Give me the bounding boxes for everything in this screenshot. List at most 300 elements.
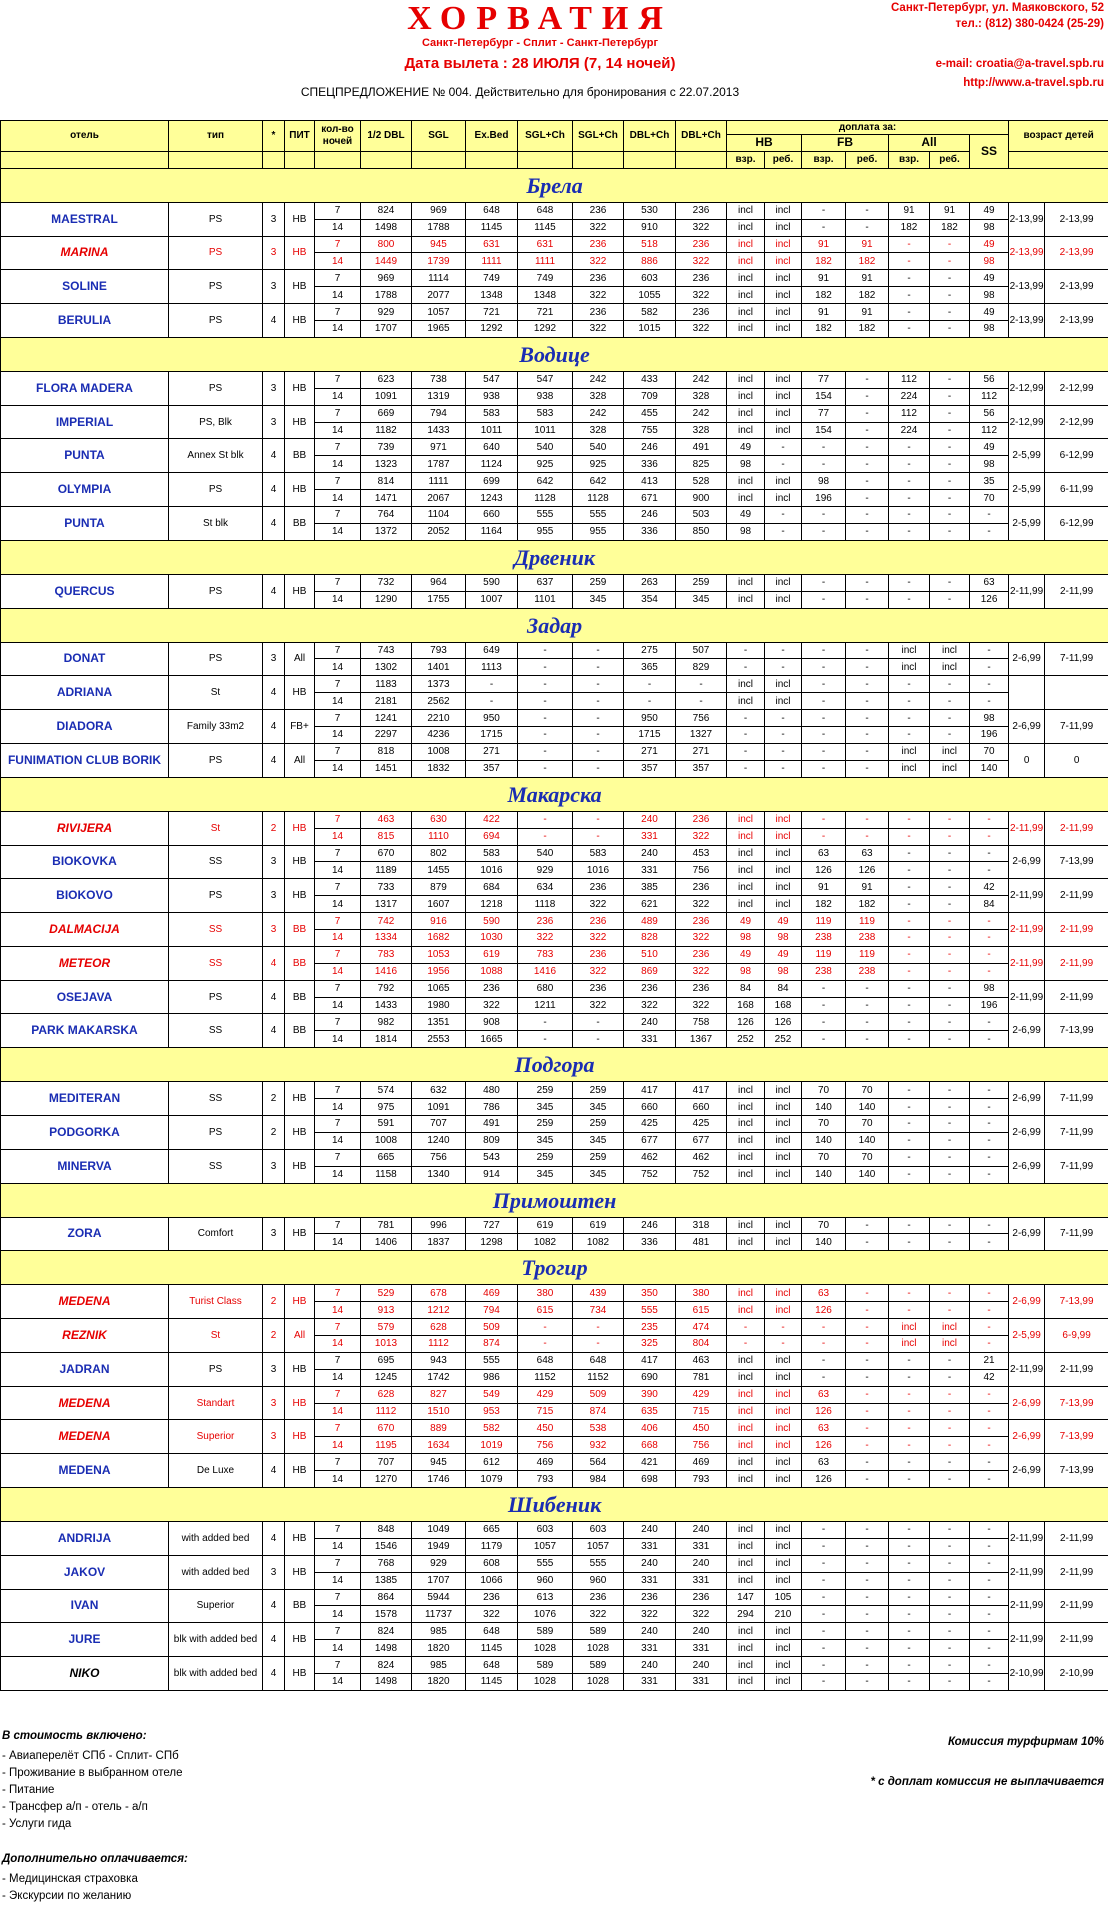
- hb-adult: 84: [727, 980, 765, 997]
- price-dblch2: 758: [676, 1014, 727, 1031]
- price-sglch2: 322: [573, 929, 624, 946]
- ss: -: [970, 1234, 1009, 1251]
- table-row: [1, 202, 1108, 219]
- fb-child: 119: [846, 913, 889, 930]
- fb-adult: -: [802, 743, 846, 760]
- price-dbl: 623: [361, 371, 412, 388]
- age-to: 2-13,99: [1045, 270, 1108, 304]
- price-dblch1: 357: [624, 760, 676, 777]
- age-to: 7-11,99: [1045, 1149, 1108, 1183]
- meal-plan: BB: [285, 980, 315, 1014]
- price-dbl: 1158: [361, 1166, 412, 1183]
- room-type: with added bed: [169, 1555, 263, 1589]
- star-rating: 3: [263, 913, 285, 947]
- price-dblch2: 271: [676, 743, 727, 760]
- ss: -: [970, 1606, 1009, 1623]
- price-sgl: 889: [412, 1420, 466, 1437]
- website-link[interactable]: http://www.a-travel.spb.ru: [963, 77, 1104, 89]
- ss: 49: [970, 236, 1009, 253]
- meal-plan: HB: [285, 1522, 315, 1556]
- price-dbl: 1241: [361, 710, 412, 727]
- price-dblch2: 322: [676, 896, 727, 913]
- age-to: 7-13,99: [1045, 1014, 1108, 1048]
- price-dbl: 2181: [361, 693, 412, 710]
- price-sgl: 1455: [412, 862, 466, 879]
- fb-adult: -: [802, 1319, 846, 1336]
- all-child: -: [930, 1115, 970, 1132]
- all-child: -: [930, 236, 970, 253]
- all-adult: -: [889, 879, 930, 896]
- all-child: -: [930, 1623, 970, 1640]
- ss: 49: [970, 202, 1009, 219]
- all-adult: -: [889, 1555, 930, 1572]
- all-child: -: [930, 1352, 970, 1369]
- hb-adult: 147: [727, 1589, 765, 1606]
- fb-adult: -: [802, 811, 846, 828]
- price-sglch1: 1152: [518, 1369, 573, 1386]
- hb-child: incl: [765, 1285, 802, 1302]
- hb-child: incl: [765, 1572, 802, 1589]
- price-dbl: 1788: [361, 287, 412, 304]
- hotel-name: ADRIANA: [1, 676, 169, 710]
- list-item: - Услуги гида: [2, 1816, 182, 1833]
- age-from: 2-11,99: [1009, 980, 1045, 1014]
- hb-child: -: [765, 710, 802, 727]
- fb-adult: 63: [802, 1454, 846, 1471]
- table-row: [1, 507, 1108, 524]
- all-adult: -: [889, 574, 930, 591]
- table-row: [1, 1555, 1108, 1572]
- price-dblch1: 236: [624, 1589, 676, 1606]
- age-from: [1009, 676, 1045, 710]
- hb-child: incl: [765, 1115, 802, 1132]
- nights: 7: [315, 642, 361, 659]
- age-from: 2-13,99: [1009, 304, 1045, 338]
- all-child: -: [930, 1403, 970, 1420]
- hb-adult: incl: [727, 1623, 765, 1640]
- star-rating: 4: [263, 1657, 285, 1691]
- nights: 7: [315, 1522, 361, 1539]
- price-sglch2: 322: [573, 287, 624, 304]
- price-dblch2: 450: [676, 1420, 727, 1437]
- all-adult: -: [889, 439, 930, 456]
- col-type: тип: [169, 121, 263, 152]
- fb-adult: 140: [802, 1099, 846, 1116]
- price-sglch1: 637: [518, 574, 573, 591]
- fb-adult: 182: [802, 896, 846, 913]
- all-child: -: [930, 1099, 970, 1116]
- nights: 7: [315, 811, 361, 828]
- room-type: Annex St blk: [169, 439, 263, 473]
- hb-adult: incl: [727, 828, 765, 845]
- meal-plan: HB: [285, 304, 315, 338]
- star-rating: 3: [263, 405, 285, 439]
- hb-adult: incl: [727, 811, 765, 828]
- price-sgl: 971: [412, 439, 466, 456]
- table-row: [1, 1657, 1108, 1674]
- meal-plan: BB: [285, 913, 315, 947]
- fb-adult: 140: [802, 1234, 846, 1251]
- hb-adult: 49: [727, 946, 765, 963]
- ss: -: [970, 1099, 1009, 1116]
- hb-adult: incl: [727, 1082, 765, 1099]
- hb-adult: incl: [727, 405, 765, 422]
- hb-adult: incl: [727, 236, 765, 253]
- price-exbed: 1715: [466, 727, 518, 744]
- all-adult: 112: [889, 405, 930, 422]
- price-sglch2: -: [573, 642, 624, 659]
- nights: 14: [315, 287, 361, 304]
- all-child: -: [930, 913, 970, 930]
- col-dblch-2: DBL+Ch: [676, 121, 727, 152]
- price-dblch2: 463: [676, 1352, 727, 1369]
- price-sgl: 1607: [412, 896, 466, 913]
- list-item: - Питание: [2, 1782, 182, 1799]
- price-sglch1: 925: [518, 456, 573, 473]
- table-row: [1, 1319, 1108, 1336]
- hotel-name: ANDRIJA: [1, 1522, 169, 1556]
- price-sgl: 985: [412, 1657, 466, 1674]
- hb-child: -: [765, 659, 802, 676]
- age-to: 7-13,99: [1045, 845, 1108, 879]
- price-dblch1: 425: [624, 1115, 676, 1132]
- fb-adult: -: [802, 591, 846, 608]
- price-dblch1: 690: [624, 1369, 676, 1386]
- price-dbl: 1334: [361, 929, 412, 946]
- all-child: -: [930, 1555, 970, 1572]
- price-dblch1: 752: [624, 1166, 676, 1183]
- all-adult: -: [889, 253, 930, 270]
- price-dbl: 1189: [361, 862, 412, 879]
- room-type: SS: [169, 1014, 263, 1048]
- price-dblch2: 804: [676, 1335, 727, 1352]
- all-adult: -: [889, 1369, 930, 1386]
- meal-plan: HB: [285, 1555, 315, 1589]
- hb-adult: incl: [727, 1454, 765, 1471]
- price-dbl: 695: [361, 1352, 412, 1369]
- fb-adult: -: [802, 1657, 846, 1674]
- nights: 14: [315, 321, 361, 338]
- price-exbed: 1111: [466, 253, 518, 270]
- all-child: -: [930, 676, 970, 693]
- meal-plan: HB: [285, 405, 315, 439]
- price-dblch2: 1367: [676, 1031, 727, 1048]
- fb-child: -: [846, 1352, 889, 1369]
- fb-child: 238: [846, 963, 889, 980]
- price-sgl: 793: [412, 642, 466, 659]
- price-exbed: 583: [466, 845, 518, 862]
- all-adult: incl: [889, 1319, 930, 1336]
- price-dblch2: 322: [676, 1606, 727, 1623]
- age-from: 2-6,99: [1009, 1082, 1045, 1116]
- price-dblch1: 240: [624, 1657, 676, 1674]
- fb-adult: -: [802, 523, 846, 540]
- price-sglch1: -: [518, 676, 573, 693]
- price-dblch2: 236: [676, 270, 727, 287]
- price-dbl: 982: [361, 1014, 412, 1031]
- age-from: 2-6,99: [1009, 1014, 1045, 1048]
- hotel-name: PODGORKA: [1, 1115, 169, 1149]
- hb-child: incl: [765, 1166, 802, 1183]
- price-dbl: 1449: [361, 253, 412, 270]
- all-adult: incl: [889, 743, 930, 760]
- nights: 7: [315, 1657, 361, 1674]
- price-exbed: 786: [466, 1099, 518, 1116]
- price-dbl: 591: [361, 1115, 412, 1132]
- price-sglch2: 236: [573, 1589, 624, 1606]
- room-type: SS: [169, 946, 263, 980]
- age-from: 2-11,99: [1009, 946, 1045, 980]
- price-sglch1: 429: [518, 1386, 573, 1403]
- price-dblch1: 668: [624, 1437, 676, 1454]
- room-type: St: [169, 676, 263, 710]
- fb-child: -: [846, 1420, 889, 1437]
- all-child: -: [930, 1132, 970, 1149]
- price-sglch2: 555: [573, 507, 624, 524]
- room-type: SS: [169, 1149, 263, 1183]
- hb-child: 98: [765, 963, 802, 980]
- price-sgl: 794: [412, 405, 466, 422]
- price-sgl: 1820: [412, 1640, 466, 1657]
- hb-adult: incl: [727, 219, 765, 236]
- hb-child: incl: [765, 219, 802, 236]
- age-to: 2-11,99: [1045, 913, 1108, 947]
- price-exbed: 480: [466, 1082, 518, 1099]
- price-sgl: 916: [412, 913, 466, 930]
- nights: 7: [315, 405, 361, 422]
- price-dblch2: 236: [676, 946, 727, 963]
- price-sgl: 929: [412, 1555, 466, 1572]
- hotel-name: IVAN: [1, 1589, 169, 1623]
- price-sgl: 1832: [412, 760, 466, 777]
- price-sgl: 1510: [412, 1403, 466, 1420]
- all-adult: 91: [889, 202, 930, 219]
- price-dblch2: 429: [676, 1386, 727, 1403]
- fb-adult: -: [802, 1606, 846, 1623]
- all-child: -: [930, 845, 970, 862]
- table-row: [1, 1285, 1108, 1302]
- all-adult: incl: [889, 1335, 930, 1352]
- all-adult: -: [889, 1217, 930, 1234]
- price-sglch1: 1011: [518, 422, 573, 439]
- all-adult: -: [889, 236, 930, 253]
- price-sglch2: -: [573, 693, 624, 710]
- age-from: 0: [1009, 743, 1045, 777]
- price-exbed: 648: [466, 1623, 518, 1640]
- price-sgl: 11737: [412, 1606, 466, 1623]
- star-rating: 3: [263, 1420, 285, 1454]
- age-from: 2-6,99: [1009, 845, 1045, 879]
- age-to: 6-12,99: [1045, 439, 1108, 473]
- price-sglch1: 1128: [518, 490, 573, 507]
- meal-plan: BB: [285, 439, 315, 473]
- price-sglch2: 603: [573, 1522, 624, 1539]
- price-exbed: 1007: [466, 591, 518, 608]
- col-all-child: реб.: [930, 151, 970, 168]
- hotel-name: DONAT: [1, 642, 169, 676]
- price-exbed: 1243: [466, 490, 518, 507]
- included-title: В стоимость включено:: [2, 1730, 147, 1742]
- nights: 14: [315, 1674, 361, 1691]
- section-row: [1, 1251, 1108, 1285]
- fb-child: 91: [846, 236, 889, 253]
- all-adult: -: [889, 676, 930, 693]
- price-sglch1: 648: [518, 202, 573, 219]
- all-child: 182: [930, 219, 970, 236]
- all-adult: -: [889, 1115, 930, 1132]
- price-dblch1: 755: [624, 422, 676, 439]
- age-to: 6-9,99: [1045, 1319, 1108, 1353]
- hb-adult: incl: [727, 371, 765, 388]
- price-dblch2: 752: [676, 1166, 727, 1183]
- ss: 196: [970, 997, 1009, 1014]
- price-dblch1: 518: [624, 236, 676, 253]
- price-exbed: 583: [466, 405, 518, 422]
- hb-adult: incl: [727, 1285, 765, 1302]
- all-adult: -: [889, 1302, 930, 1319]
- price-dblch1: 677: [624, 1132, 676, 1149]
- all-child: -: [930, 811, 970, 828]
- meal-plan: HB: [285, 1454, 315, 1488]
- fb-child: -: [846, 1606, 889, 1623]
- email-link[interactable]: e-mail: croatia@a-travel.spb.ru: [936, 58, 1104, 70]
- price-sgl: 964: [412, 574, 466, 591]
- fb-child: -: [846, 1437, 889, 1454]
- fb-adult: 126: [802, 1302, 846, 1319]
- fb-adult: 126: [802, 862, 846, 879]
- hb-child: 126: [765, 1014, 802, 1031]
- meal-plan: HB: [285, 371, 315, 405]
- room-type: PS, Blk: [169, 405, 263, 439]
- price-dblch2: 236: [676, 1589, 727, 1606]
- price-sglch2: -: [573, 1335, 624, 1352]
- all-adult: -: [889, 811, 930, 828]
- price-exbed: 236: [466, 980, 518, 997]
- all-adult: -: [889, 845, 930, 862]
- hotel-name: ZORA: [1, 1217, 169, 1251]
- hb-adult: incl: [727, 321, 765, 338]
- price-sglch1: 450: [518, 1420, 573, 1437]
- age-from: 2-11,99: [1009, 913, 1045, 947]
- price-dblch2: 425: [676, 1115, 727, 1132]
- price-dbl: 1498: [361, 1674, 412, 1691]
- price-dbl: 707: [361, 1454, 412, 1471]
- price-dblch1: 354: [624, 591, 676, 608]
- fb-adult: -: [802, 1031, 846, 1048]
- price-dblch1: 828: [624, 929, 676, 946]
- fb-adult: -: [802, 507, 846, 524]
- col-hotel: отель: [1, 121, 169, 152]
- list-item: - Экскурсии по желанию: [2, 1888, 138, 1905]
- col-hb: HB: [727, 135, 802, 152]
- ss: 49: [970, 304, 1009, 321]
- all-adult: 224: [889, 388, 930, 405]
- fb-child: -: [846, 980, 889, 997]
- all-adult: -: [889, 591, 930, 608]
- price-exbed: 582: [466, 1420, 518, 1437]
- price-dblch1: 331: [624, 1538, 676, 1555]
- price-dbl: 1183: [361, 676, 412, 693]
- price-sglch1: -: [518, 1031, 573, 1048]
- price-dblch1: 1715: [624, 727, 676, 744]
- ss: -: [970, 1031, 1009, 1048]
- hb-child: incl: [765, 1369, 802, 1386]
- price-sglch1: 1145: [518, 219, 573, 236]
- hb-adult: incl: [727, 591, 765, 608]
- hb-child: -: [765, 642, 802, 659]
- price-sglch1: 1118: [518, 896, 573, 913]
- price-dbl: 2297: [361, 727, 412, 744]
- nights: 14: [315, 1437, 361, 1454]
- price-dblch2: 793: [676, 1471, 727, 1488]
- col-age: возраст детей: [1009, 121, 1108, 152]
- meal-plan: BB: [285, 1014, 315, 1048]
- price-dblch1: 671: [624, 490, 676, 507]
- price-sglch2: 328: [573, 422, 624, 439]
- all-child: -: [930, 591, 970, 608]
- all-child: -: [930, 1572, 970, 1589]
- all-child: -: [930, 1522, 970, 1539]
- fb-child: -: [846, 1335, 889, 1352]
- hb-adult: incl: [727, 574, 765, 591]
- fb-adult: -: [802, 1522, 846, 1539]
- nights: 14: [315, 591, 361, 608]
- price-exbed: 1019: [466, 1437, 518, 1454]
- price-sglch1: 929: [518, 862, 573, 879]
- meal-plan: HB: [285, 1149, 315, 1183]
- room-type: Standart: [169, 1386, 263, 1420]
- nights: 14: [315, 1471, 361, 1488]
- fb-child: -: [846, 743, 889, 760]
- star-rating: 4: [263, 1623, 285, 1657]
- table-row: [1, 1014, 1108, 1031]
- meal-plan: FB+: [285, 710, 315, 744]
- hb-adult: -: [727, 710, 765, 727]
- price-dbl: 1578: [361, 1606, 412, 1623]
- hb-adult: incl: [727, 1386, 765, 1403]
- price-sgl: 1008: [412, 743, 466, 760]
- price-dblch1: 886: [624, 253, 676, 270]
- nights: 14: [315, 828, 361, 845]
- price-exbed: 509: [466, 1319, 518, 1336]
- price-exbed: 694: [466, 828, 518, 845]
- hb-adult: incl: [727, 1640, 765, 1657]
- fb-adult: -: [802, 1623, 846, 1640]
- table-row: [1, 845, 1108, 862]
- ss: -: [970, 828, 1009, 845]
- price-sglch1: 721: [518, 304, 573, 321]
- star-rating: 3: [263, 202, 285, 236]
- price-sgl: 1240: [412, 1132, 466, 1149]
- phone-text: тел.: (812) 380-0424 (25-29): [956, 18, 1104, 30]
- address-text: Санкт-Петербург, ул. Маяковского, 52: [891, 2, 1104, 14]
- star-rating: 3: [263, 1149, 285, 1183]
- fb-child: -: [846, 1369, 889, 1386]
- ss: 126: [970, 591, 1009, 608]
- price-sglch2: 955: [573, 523, 624, 540]
- ss: -: [970, 523, 1009, 540]
- price-dblch2: 331: [676, 1538, 727, 1555]
- price-dblch1: 240: [624, 811, 676, 828]
- price-sglch2: 648: [573, 1352, 624, 1369]
- price-dbl: 929: [361, 304, 412, 321]
- price-dblch1: 660: [624, 1099, 676, 1116]
- age-from: 2-5,99: [1009, 1319, 1045, 1353]
- ss: -: [970, 693, 1009, 710]
- age-from: 2-11,99: [1009, 574, 1045, 608]
- hb-adult: -: [727, 642, 765, 659]
- price-sglch2: 1152: [573, 1369, 624, 1386]
